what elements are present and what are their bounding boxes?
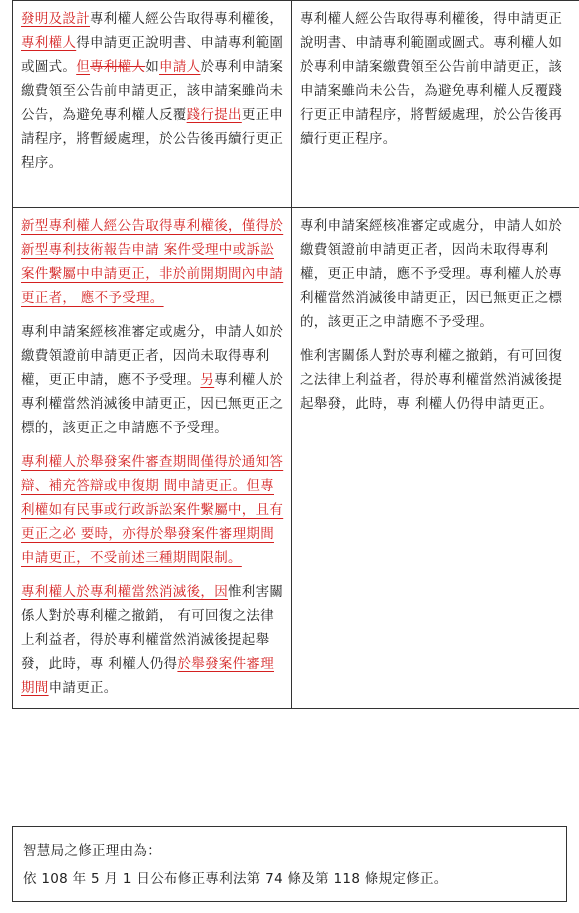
unchanged-text: 申請更正。 [48, 680, 118, 696]
amended-paragraph: 新型專利權人經公告取得專利權後，僅得於新型專利技術報告申請 案件受理中或訴訟案件繫屬中申請更正，非於前開期間內申請更正者， 應不予受理。 [21, 218, 284, 306]
amended-text-cell [13, 208, 292, 709]
amended-paragraph [21, 580, 285, 700]
inserted-text: 踐行提出 [186, 107, 242, 123]
unchanged-text: 專利權人於專利權當然消滅後申請更正，因已無更正之標的，該更正之申請應不予受理。 [21, 372, 284, 436]
reason-heading: 智慧局之修正理由為： [23, 843, 161, 859]
amendment-comparison-table [12, 0, 579, 709]
reason-body: 依 108 年 5 月 1 日公布修正專利法第 74 條及第 118 條規定修正。 [23, 871, 448, 887]
inserted-text: 專利權人於專利權當然消滅後，因 [21, 584, 228, 600]
unchanged-text: 惟利害關係人對於專利權之撤銷， 有可回復之法律上利益者，得於專利權當然消滅後提起舉發，此時，專 利權人仍得 [21, 584, 284, 672]
inserted-text: 另 [200, 372, 215, 388]
table-row [13, 208, 579, 709]
unchanged-text: 更正申請程序，將暫緩處理，於公告後再續行更正程序。 [21, 107, 284, 171]
inserted-text: 於舉發案件審理期間 [21, 656, 275, 696]
table-row [13, 1, 579, 208]
unchanged-text: 於專利申請案繳費領至公告前申請更正，該申請案雖尚未公告，為避免專利權人反覆 [21, 59, 284, 123]
current-paragraph: 惟利害關係人對於專利權之撤銷，有可回復之法律上利益者，得於專利權當然消滅後提起舉發，此時，專 利權人仍得申請更正。 [300, 348, 563, 412]
unchanged-text: 專利權人經公告取得專利權後， [90, 11, 284, 27]
inserted-text: 專利權人 [21, 35, 77, 51]
current-paragraph: 專利權人經公告取得專利權後，得申請更正說明書、申請專利範圍或圖式。專利權人如於專利申請案繳費領至公告前申請更正，該申請案雖尚未公告，為避免專利權人反覆踐行更正申請程序，將暫緩處理，於公告後再續行更正程序。 [300, 11, 563, 147]
current-paragraph: 專利申請案經核准審定或處分，申請人如於繳費領證前申請更正者，因尚未取得專利權，更正申請，應不予受理。專利權人於專利權當然消滅後申請更正，因已無更正之標的，該更正之申請應不予受理。 [300, 218, 563, 330]
amended-text-cell [13, 1, 292, 208]
inserted-text: 但 [76, 59, 91, 75]
amended-paragraph: 專利權人於舉發案件審查期間僅得於通知答辯、補充答辯或申復期 間申請更正。但專利權如有民事或行政訴訟案件繫屬中，且有更正之必 要時，亦得於舉發案件審理期間申請更正，不受前述三種期間限制。 [21, 454, 284, 566]
current-text-cell [292, 1, 579, 208]
inserted-text: 發明及設計 [21, 11, 90, 27]
current-text-cell [292, 208, 579, 709]
unchanged-text: 專利申請案經核准審定或處分，申請人如於繳費領證前申請更正者，因尚未取得專利權，更正申請，應不予受理。 [21, 324, 284, 388]
unchanged-text: 如 [145, 59, 160, 75]
amended-paragraph [21, 7, 285, 199]
amended-paragraph [21, 320, 285, 440]
deleted-text: 專利權人 [90, 59, 146, 75]
inserted-text: 申請人 [159, 59, 201, 75]
unchanged-text: 得申請更正說明書、申請專利範圍或圖式。 [21, 35, 284, 75]
amendment-reason-box [12, 826, 567, 902]
